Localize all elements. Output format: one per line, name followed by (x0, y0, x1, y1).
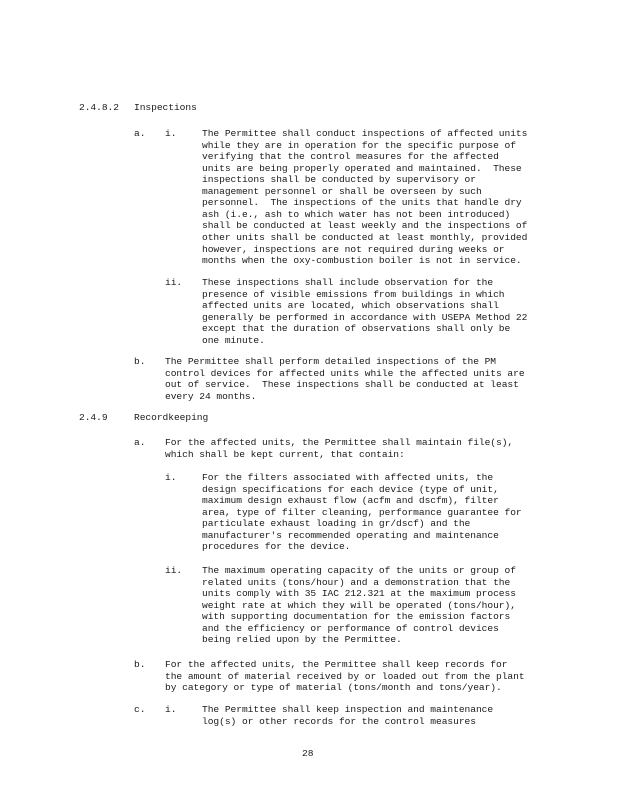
text-line: For the affected units, the Permittee shall maintain file(s), (165, 437, 514, 448)
text-line: shall be conducted at least weekly and the inspections of (202, 220, 528, 232)
text-line: however, inspections are not required during weeks or (202, 243, 505, 255)
text-line: every 24 months. (165, 390, 257, 402)
text-line: log(s) or other records for the control measures (202, 715, 476, 727)
text-line: presence of visible emissions from buildings in which (202, 288, 505, 300)
text-line: units are being properly operated and maintained. These (202, 162, 522, 174)
text-line: The Permittee shall keep inspection and maintenance (202, 704, 494, 715)
page-number: 28 (302, 748, 314, 759)
text-line: area, type of filter cleaning, performance guarantee for (202, 506, 522, 518)
text-line: For the affected units, the Permittee shall keep records for (165, 659, 508, 670)
subitem-label-ii: ii. (165, 277, 183, 288)
rk-item-label-a: a. (134, 437, 146, 448)
text-line: design specifications for each device (type of unit, (202, 483, 499, 495)
text-line: out of service. These inspections shall be conducted at least (165, 379, 519, 391)
text-line: with supporting documentation for the emission factors (202, 611, 511, 623)
text-line: inspections shall be conducted by supervisory or (202, 174, 476, 186)
text-line: management personnel or shall be overseen by such (202, 185, 482, 197)
item-label-b: b. (134, 356, 146, 367)
section-number-2-4-9: 2.4.9 (79, 412, 108, 423)
text-line: the amount of material received by or loaded out from the plant (165, 670, 525, 682)
text-line: months when the oxy-combustion boiler is not in service. (202, 255, 522, 267)
text-line: The Permittee shall perform detailed inspections of the PM (165, 356, 497, 367)
text-line: by category or type of material (tons/month and tons/year). (165, 682, 502, 694)
rk-subitem-label-c-i: i. (165, 704, 177, 715)
text-line: except that the duration of observations shall only be (202, 323, 511, 335)
rk-item-label-b: b. (134, 659, 146, 670)
text-line: personnel. The inspections of the units that handle dry (202, 197, 522, 209)
text-line: manufacturer's recommended operating and maintenance (202, 529, 499, 541)
rk-subitem-label-i: i. (165, 472, 177, 483)
text-line: related units (tons/hour) and a demonstration that the (202, 576, 511, 588)
section-title-inspections: Inspections (134, 102, 197, 113)
item-label-a: a. (134, 128, 146, 139)
section-number-2-4-8-2: 2.4.8.2 (79, 102, 119, 113)
text-line: maximum design exhaust flow (acfm and dscfm), filter (202, 495, 499, 507)
text-line: control devices for affected units while the affected units are (165, 367, 525, 379)
text-line: verifying that the control measures for the affected (202, 151, 499, 163)
text-line: units comply with 35 IAC 212.321 at the maximum process (202, 588, 516, 600)
text-line: while they are in operation for the specific purpose of (202, 139, 516, 151)
text-line: The Permittee shall conduct inspections of affected units (202, 128, 528, 139)
rk-item-label-c: c. (134, 704, 146, 715)
text-line: These inspections shall include observation for the (202, 277, 494, 288)
text-line: weight rate at which they will be operated (tons/hour), (202, 599, 516, 611)
text-line: affected units are located, which observations shall (202, 300, 499, 312)
text-line: and the efficiency or performance of control devices (202, 622, 499, 634)
text-line: one minute. (202, 334, 265, 346)
text-line: The maximum operating capacity of the units or group of (202, 565, 516, 576)
text-line: ash (i.e., ash to which water has not been introduced) (202, 208, 511, 220)
text-line: which shall be kept current, that contain: (165, 448, 405, 460)
text-line: procedures for the device. (202, 541, 351, 553)
subitem-label-i: i. (165, 128, 177, 139)
section-title-recordkeeping: Recordkeeping (134, 412, 209, 423)
text-line: other units shall be conducted at least monthly, provided (202, 231, 528, 243)
text-line: being relied upon by the Permittee. (202, 634, 402, 646)
text-line: generally be performed in accordance with USEPA Method 22 (202, 311, 528, 323)
text-line: particulate exhaust loading in gr/dscf) and the (202, 518, 471, 530)
rk-subitem-label-ii: ii. (165, 565, 183, 576)
text-line: For the filters associated with affected units, the (202, 472, 494, 483)
